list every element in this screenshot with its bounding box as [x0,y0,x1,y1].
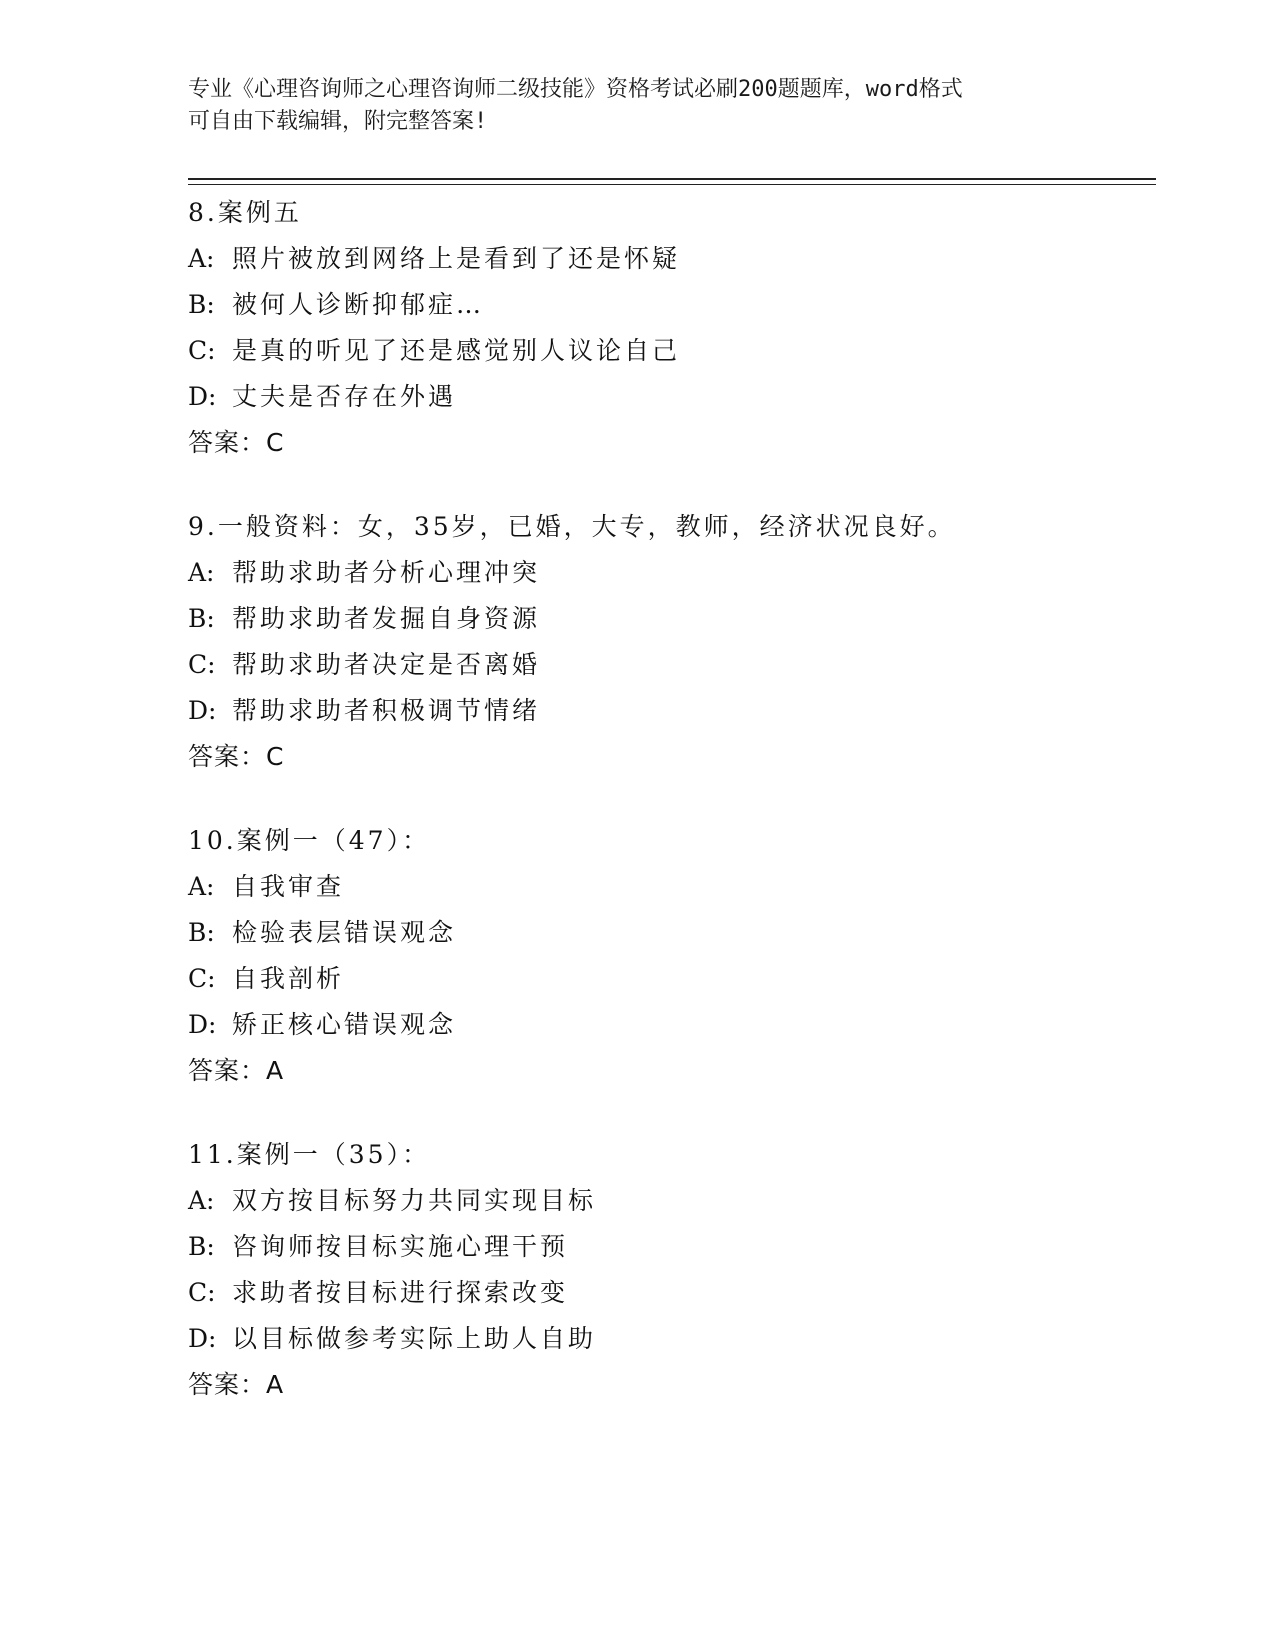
option-letter: D: [188,1010,217,1039]
question-list [188,190,1156,1446]
option-letter: B: [188,1232,215,1261]
option-a [188,1178,1156,1224]
document-header [188,74,1068,138]
option-letter: D: [188,382,217,411]
option-d [188,374,1156,420]
option-letter: A: [188,1186,215,1215]
option-b [188,910,1156,956]
option-letter: C: [188,964,216,993]
question-9 [188,504,1156,780]
option-text: 咨询师按目标实施心理干预 [232,1232,569,1261]
header-rule-thick [188,178,1156,180]
option-letter: C: [188,336,216,365]
option-text: 矫正核心错误观念 [232,1010,457,1039]
answer-line: 答案：A [188,1056,285,1085]
option-letter: A: [188,244,215,273]
option-b [188,282,1156,328]
option-d [188,1316,1156,1362]
question-stem: 11.案例一（35）： [188,1140,431,1169]
option-text: 自我剖析 [232,964,345,993]
question-11 [188,1132,1156,1408]
question-stem: 9.一般资料：女，35岁，已婚，大专，教师，经济状况良好。 [188,512,956,541]
header-rule-thin [188,184,1156,185]
option-text: 被何人诊断抑郁症… [232,290,485,319]
option-a [188,236,1156,282]
option-text: 检验表层错误观念 [232,918,457,947]
option-text: 是真的听见了还是感觉别人议论自己 [232,336,681,365]
option-letter: B: [188,918,215,947]
option-letter: C: [188,650,216,679]
option-text: 双方按目标努力共同实现目标 [232,1186,597,1215]
question-stem: 10.案例一（47）： [188,826,431,855]
question-8 [188,190,1156,466]
header-line-2: 可自由下载编辑，附完整答案! [188,109,488,134]
header-line-1: 专业《心理咨询师之心理咨询师二级技能》资格考试必刷200题题库，word格式 [188,77,963,102]
option-d [188,688,1156,734]
option-c [188,328,1156,374]
option-letter: C: [188,1278,216,1307]
option-text: 照片被放到网络上是看到了还是怀疑 [232,244,681,273]
option-text: 以目标做参考实际上助人自助 [232,1324,597,1353]
option-d [188,1002,1156,1048]
option-b [188,1224,1156,1270]
option-letter: B: [188,290,215,319]
option-c [188,956,1156,1002]
option-text: 帮助求助者分析心理冲突 [232,558,541,587]
question-10 [188,818,1156,1094]
option-letter: A: [188,558,215,587]
option-letter: B: [188,604,215,633]
option-text: 帮助求助者决定是否离婚 [232,650,541,679]
option-text: 帮助求助者发掘自身资源 [232,604,541,633]
option-letter: D: [188,696,217,725]
option-text: 求助者按目标进行探索改变 [232,1278,569,1307]
answer-line: 答案：A [188,1370,285,1399]
option-b [188,596,1156,642]
option-text: 自我审查 [232,872,345,901]
option-c [188,1270,1156,1316]
option-a [188,864,1156,910]
option-letter: D: [188,1324,217,1353]
option-letter: A: [188,872,215,901]
option-c [188,642,1156,688]
answer-line: 答案：C [188,428,285,457]
option-text: 帮助求助者积极调节情绪 [232,696,541,725]
option-text: 丈夫是否存在外遇 [232,382,457,411]
answer-line: 答案：C [188,742,285,771]
question-stem: 8.案例五 [188,198,302,227]
option-a [188,550,1156,596]
